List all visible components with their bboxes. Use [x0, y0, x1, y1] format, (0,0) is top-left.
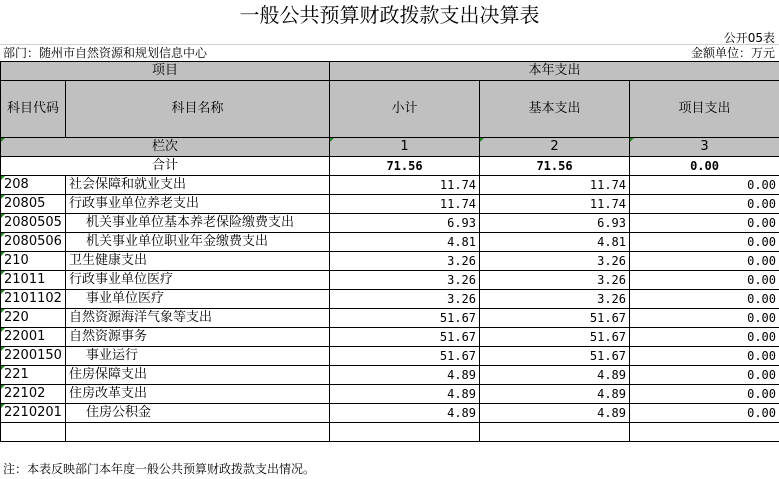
row-subtotal: 4.81 [330, 233, 480, 252]
row-project: 0.00 [630, 271, 779, 290]
row-basic: 51.67 [480, 309, 630, 328]
amount-unit-label: 金额单位：万元 [690, 46, 775, 60]
row-name: 事业单位医疗 [66, 290, 330, 309]
row-code: 221 [1, 366, 66, 385]
header-subtotal: 小计 [330, 81, 480, 138]
total-basic: 71.56 [480, 157, 630, 176]
row-name: 行政事业单位养老支出 [66, 195, 330, 214]
table-row [1, 385, 779, 404]
row-subtotal: 51.67 [330, 328, 480, 347]
table-row [1, 290, 779, 309]
row-name: 机关事业单位职业年金缴费支出 [66, 233, 330, 252]
blank-cell [330, 423, 480, 442]
blank-cell [630, 423, 779, 442]
total-project: 0.00 [630, 157, 779, 176]
table-row [1, 309, 779, 328]
header-row-top [1, 62, 779, 81]
row-project: 0.00 [630, 195, 779, 214]
row-name: 卫生健康支出 [66, 252, 330, 271]
row-code: 2101102 [1, 290, 66, 309]
header-item: 项目 [1, 62, 330, 81]
header-row-column-no [1, 138, 779, 157]
header-current-year: 本年支出 [330, 62, 779, 81]
header-col1: 1 [330, 138, 480, 157]
header-column-no: 栏次 [1, 138, 330, 157]
table-row [1, 404, 779, 423]
header-name: 科目名称 [66, 81, 330, 138]
row-basic: 4.89 [480, 404, 630, 423]
table-row [1, 347, 779, 366]
row-name: 行政事业单位医疗 [66, 271, 330, 290]
header-project: 项目支出 [630, 81, 779, 138]
row-subtotal: 3.26 [330, 290, 480, 309]
expenditure-table [0, 61, 779, 442]
header-basic: 基本支出 [480, 81, 630, 138]
row-code: 2080506 [1, 233, 66, 252]
row-basic: 3.26 [480, 271, 630, 290]
total-row [1, 157, 779, 176]
footnote: 注：本表反映部门本年度一般公共预算财政拨款支出情况。 [3, 462, 316, 476]
row-code: 20805 [1, 195, 66, 214]
row-project: 0.00 [630, 252, 779, 271]
row-subtotal: 11.74 [330, 176, 480, 195]
row-name: 住房改革支出 [66, 385, 330, 404]
table-row [1, 271, 779, 290]
table-row [1, 252, 779, 271]
row-subtotal: 6.93 [330, 214, 480, 233]
row-project: 0.00 [630, 404, 779, 423]
row-project: 0.00 [630, 233, 779, 252]
row-code: 2210201 [1, 404, 66, 423]
row-basic: 11.74 [480, 195, 630, 214]
report-title: 一般公共预算财政拨款支出决算表 [239, 3, 540, 27]
blank-cell [480, 423, 630, 442]
row-name: 自然资源海洋气象等支出 [66, 309, 330, 328]
row-name: 住房保障支出 [66, 366, 330, 385]
total-label: 合计 [1, 157, 330, 176]
row-project: 0.00 [630, 290, 779, 309]
row-project: 0.00 [630, 347, 779, 366]
row-subtotal: 3.26 [330, 252, 480, 271]
row-basic: 3.26 [480, 290, 630, 309]
row-basic: 51.67 [480, 328, 630, 347]
row-name: 自然资源事务 [66, 328, 330, 347]
row-code: 208 [1, 176, 66, 195]
row-code: 2080505 [1, 214, 66, 233]
header-col3: 3 [630, 138, 779, 157]
row-basic: 6.93 [480, 214, 630, 233]
header-col2: 2 [480, 138, 630, 157]
row-basic: 4.81 [480, 233, 630, 252]
blank-cell [66, 423, 330, 442]
row-basic: 4.89 [480, 385, 630, 404]
table-row [1, 366, 779, 385]
row-subtotal: 4.89 [330, 404, 480, 423]
table-row [1, 233, 779, 252]
total-subtotal: 71.56 [330, 157, 480, 176]
table-row [1, 214, 779, 233]
row-basic: 51.67 [480, 347, 630, 366]
row-subtotal: 4.89 [330, 366, 480, 385]
table-row [1, 195, 779, 214]
form-number: 公开05表 [723, 31, 775, 45]
row-subtotal: 4.89 [330, 385, 480, 404]
row-code: 220 [1, 309, 66, 328]
row-subtotal: 51.67 [330, 309, 480, 328]
header-code: 科目代码 [1, 81, 66, 138]
row-code: 210 [1, 252, 66, 271]
row-code: 22001 [1, 328, 66, 347]
row-project: 0.00 [630, 309, 779, 328]
row-code: 2200150 [1, 347, 66, 366]
department-label: 部门：随州市自然资源和规划信息中心 [3, 46, 208, 60]
row-basic: 3.26 [480, 252, 630, 271]
row-subtotal: 51.67 [330, 347, 480, 366]
row-basic: 4.89 [480, 366, 630, 385]
header-row-main [1, 81, 779, 138]
row-name: 社会保障和就业支出 [66, 176, 330, 195]
blank-row [1, 423, 779, 442]
row-project: 0.00 [630, 328, 779, 347]
row-project: 0.00 [630, 214, 779, 233]
row-code: 22102 [1, 385, 66, 404]
table-row [1, 328, 779, 347]
row-basic: 11.74 [480, 176, 630, 195]
table-row [1, 176, 779, 195]
row-project: 0.00 [630, 176, 779, 195]
row-name: 住房公积金 [66, 404, 330, 423]
row-project: 0.00 [630, 366, 779, 385]
row-subtotal: 11.74 [330, 195, 480, 214]
row-subtotal: 3.26 [330, 271, 480, 290]
row-name: 事业运行 [66, 347, 330, 366]
row-project: 0.00 [630, 385, 779, 404]
row-code: 21011 [1, 271, 66, 290]
row-name: 机关事业单位基本养老保险缴费支出 [66, 214, 330, 233]
blank-cell [1, 423, 66, 442]
